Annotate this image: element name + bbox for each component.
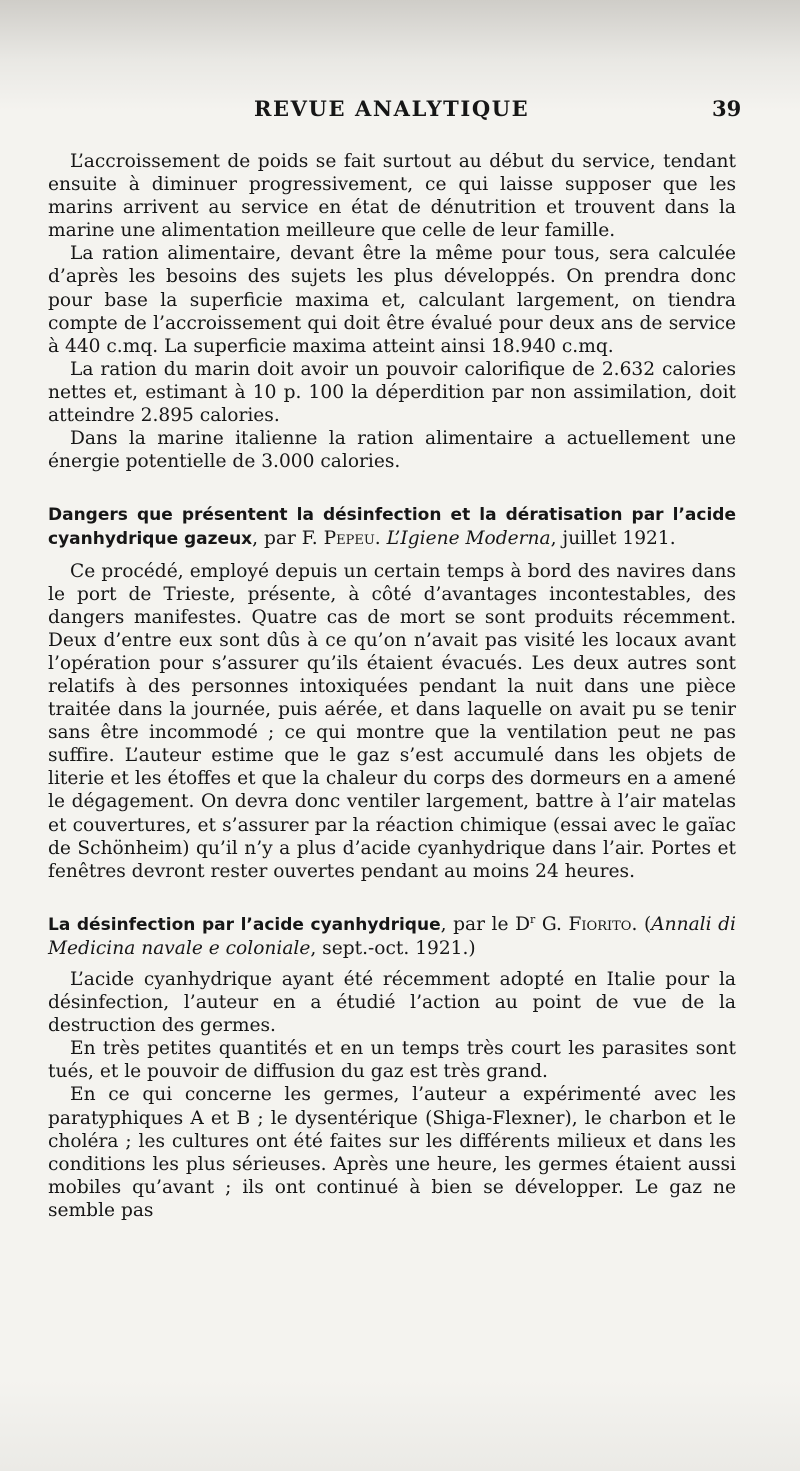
article-2-author-initial: G. [535,913,569,935]
article-2-paragraph-2: En très petites quantités et en un temps très court les parasites sont tués, et le pouvoir de diffusion du gaz est très grand. [48,1038,736,1083]
article-1-source-prefix: . [374,528,387,550]
page-number: 39 [712,96,742,121]
running-title: REVUE ANALYTIQUE [254,96,530,121]
article-1-heading [48,503,736,551]
article-1-title: Dangers que présentent la désinfection et la dératisation par l’acide cyanhydrique gazeux [48,505,736,550]
intro-paragraph-3: La ration du marin doit avoir un pouvoir calorifique de 2.632 calories nettes et, estimant à 10 p. 100 la déperdition par non assimilation, doit atteindre 2.895 calories. [48,358,736,427]
article-2-author-sup: r [529,912,536,926]
intro-paragraph-1: L’accroissement de poids se fait surtout au début du service, tendant ensuite à diminuer progressivement, ce qui laisse supposer que les marins arrivent au service en état de dénutrition et trouvent dans la marine une alimentation meilleure que celle de leur famille. [48,151,736,242]
article-2-paragraph-1: L’acide cyanhydrique ayant été récemment adopté en Italie pour la désinfection, l’auteur en a étudié l’action au point de vue de la destruction des germes. [48,969,736,1037]
article-2-source: Annali di Medicina navale e coloniale [48,913,737,959]
intro-paragraph-2: La ration alimentaire, devant être la même pour tous, sera calculée d’après les besoins des sujets les plus développés. On prendra donc pour base la superficie maxima et, calculant largement, on tiendra compte de l’accroissement qui doit être évalué pour deux ans de service à 440 c.mq. La superficie maxima atteint ainsi 18.940 c.mq. [48,243,736,357]
article-1-date: , juillet 1921. [550,528,676,550]
article-1-source: L’Igiene Moderna [386,528,551,550]
article-2-heading [48,913,736,960]
article-1-author: Pepeu [323,528,375,550]
article-2-title: La désinfection par l’acide cyanhydrique [48,914,441,935]
body-text [48,150,736,1222]
article-2-author-prefix: , par le D [440,913,530,935]
article-2-paragraph-3: En ce qui concerne les germes, l’auteur a expérimenté avec les paratyphiques A et B ; le dysentérique (Shiga-Flexner), le charbon et le choléra ; les cultures ont été faites sur les différents milieux et dans les conditions les plus sérieuses. Après une heure, les germes étaient aussi mobiles qu’avant ; ils ont continué à bien se développer. Le gaz ne semble pas [48,1084,736,1221]
intro-paragraph-4: Dans la marine italienne la ration alimentaire a actuellement une énergie potentielle de 3.000 calories. [48,428,736,473]
article-2-author: Fiorito [568,913,632,935]
article-2-source-open: . ( [631,913,652,935]
article-1-author-prefix: , par F. [252,528,324,550]
article-1-paragraph-1: Ce procédé, employé depuis un certain temps à bord des navires dans le port de Trieste, présente, à côté d’avantages incontestables, des dangers manifestes. Quatre cas de mort se sont produits récemment. Deux d’entre eux sont dûs à ce qu’on n’avait pas visité les locaux avant l’opération pour s’assurer qu’ils étaient évacués. Les deux autres sont relatifs à des personnes intoxiquées pendant la nuit dans une pièce traitée dans la journée, puis aérée, et dans laquelle on avait pu se tenir sans être incommodé ; ce qui montre que la ventilation peut ne pas suffire. L’auteur estime que le gaz s’est accumulé dans les objets de literie et les étoffes et que la chaleur du corps des dormeurs en a amené le dégagement. On devra donc ventiler largement, battre à l’air matelas et couvertures, et s’assurer par la réaction chimique (essai avec le gaïac de Schönheim) qu’il n’y a plus d’acide cyanhydrique dans l’air. Portes et fenêtres devront rester ouvertes pendant au moins 24 heures. [48,560,736,882]
running-head [0,96,800,126]
article-2-date: , sept.-oct. 1921.) [310,937,476,959]
